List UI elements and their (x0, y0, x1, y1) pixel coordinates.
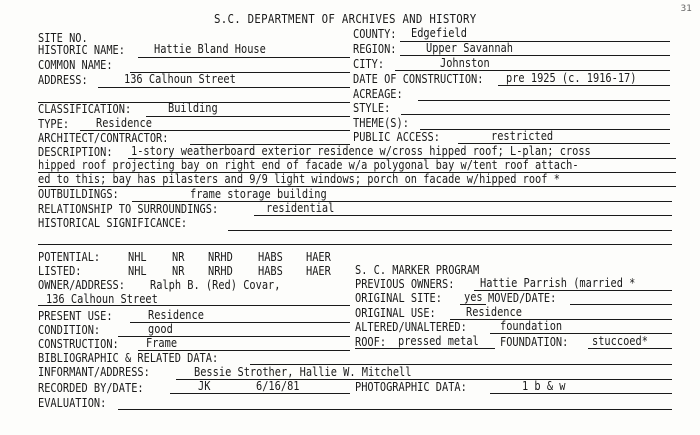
construction-value: Frame (146, 336, 178, 350)
original-site-value: yes (464, 290, 483, 304)
acreage-label: ACREAGE: (353, 87, 403, 101)
roof-value: pressed metal (398, 334, 479, 348)
evaluation-underline (118, 409, 672, 410)
previous-owners-value: Hattie Parrish (married * (480, 276, 636, 290)
description-line-3: ed to this; bay has pilasters and 9/9 light windows; porch on facade w/hipped roof * (38, 172, 560, 186)
classification-value-underline (146, 116, 350, 117)
foundation-value: stuccoed* (592, 334, 648, 348)
date-construction-label: DATE OF CONSTRUCTION: (353, 72, 484, 86)
condition-label: CONDITION: (38, 323, 101, 337)
original-use-label: ORIGINAL USE: (355, 306, 436, 320)
potential-nr: NR (172, 250, 185, 264)
moved-date-underline (570, 304, 672, 305)
historic-name-underline (138, 57, 350, 58)
themes-label: THEME(S): (353, 116, 409, 130)
outbuildings-label: OUTBUILDINGS: (38, 187, 119, 201)
previous-owners-label: PREVIOUS OWNERS: (355, 277, 455, 291)
foundation-underline (588, 348, 672, 349)
bibliographic-label: BIBLIOGRAPHIC & RELATED DATA: (38, 351, 219, 365)
description-line-1: 1-story weatherboard exterior residence w/cross hipped roof; L-plan; cross (131, 144, 591, 158)
listed-label: LISTED: (38, 264, 82, 278)
classification-value: Building (168, 101, 218, 115)
public-access-value: restricted (491, 129, 554, 143)
site-no-label: SITE NO. (38, 31, 88, 45)
historical-significance-underline (228, 230, 672, 231)
original-site-label: ORIGINAL SITE: (355, 291, 442, 305)
recorded-by-value: JK (198, 379, 211, 393)
relationship-value: residential (266, 201, 335, 215)
description-label: DESCRIPTION: (38, 145, 113, 159)
region-value: Upper Savannah (426, 41, 513, 55)
evaluation-label: EVALUATION: (38, 396, 107, 410)
type-label: TYPE: (38, 117, 70, 131)
marker-program-label: S. C. MARKER PROGRAM (355, 263, 480, 277)
acreage-underline (418, 100, 670, 101)
style-underline (401, 114, 670, 115)
county-label: COUNTY: (353, 27, 397, 41)
informant-label: INFORMANT/ADDRESS: (38, 365, 150, 379)
listed-nr: NR (172, 264, 185, 278)
altered-label: ALTERED/UNALTERED: (355, 320, 467, 334)
public-access-label: PUBLIC ACCESS: (353, 130, 440, 144)
construction-label: CONSTRUCTION: (38, 337, 119, 351)
owner-address-value-1: Ralph B. (Red) Covar, (150, 278, 281, 292)
page-mark: 31 (680, 4, 692, 14)
address-value: 136 Calhoun Street (124, 72, 236, 86)
potential-habs: HABS (258, 250, 283, 264)
historic-name-value: Hattie Bland House (154, 42, 266, 56)
listed-habs: HABS (258, 264, 283, 278)
relationship-label: RELATIONSHIP TO SURROUNDINGS: (38, 202, 219, 216)
classification-label: CLASSIFICATION: (38, 102, 132, 116)
common-name-label: COMMON NAME: (38, 58, 113, 72)
potential-label: POTENTIAL: (38, 250, 101, 264)
county-value: Edgefield (411, 26, 467, 40)
recorded-by-label: RECORDED BY/DATE: (38, 381, 144, 395)
style-label: STYLE: (353, 101, 391, 115)
outbuildings-value: frame storage building (190, 187, 327, 201)
altered-value: foundation (500, 319, 563, 333)
photographic-data-value: 1 b & w (522, 379, 566, 393)
classification-underline (38, 102, 350, 103)
photographic-data-underline (490, 393, 672, 394)
date-construction-underline (498, 85, 670, 86)
region-label: REGION: (353, 42, 397, 56)
description-underline-3 (38, 186, 676, 187)
potential-haer: HAER (306, 250, 331, 264)
owner-address-underline (38, 305, 350, 306)
address-underline (98, 87, 350, 88)
listed-haer: HAER (306, 264, 331, 278)
architect-label: ARCHITECT/CONTRACTOR: (38, 131, 169, 145)
address-label: ADDRESS: (38, 73, 88, 87)
present-use-value: Residence (148, 308, 204, 322)
historic-name-label: HISTORIC NAME: (38, 43, 125, 57)
recorded-date-value: 6/16/81 (256, 379, 300, 393)
listed-nhl: NHL (128, 264, 147, 278)
form-title: S.C. DEPARTMENT OF ARCHIVES AND HISTORY (214, 11, 477, 26)
present-use-label: PRESENT USE: (38, 309, 113, 323)
condition-value: good (148, 322, 173, 336)
recorded-by-underline (170, 393, 350, 394)
potential-nhl: NHL (128, 250, 147, 264)
type-value: Residence (96, 116, 152, 130)
owner-address-label: OWNER/ADDRESS: (38, 278, 125, 292)
listed-nrhd: NRHD (208, 264, 233, 278)
blank-line-1 (38, 244, 672, 245)
roof-underline (355, 348, 495, 349)
relationship-underline (254, 215, 672, 216)
moved-date-label: MOVED/DATE: (488, 291, 557, 305)
informant-value: Bessie Strother, Hallie W. Mitchell (194, 365, 412, 379)
owner-address-value-2: 136 Calhoun Street (46, 292, 158, 306)
original-use-value: Residence (466, 305, 522, 319)
roof-label: ROOF: (355, 335, 387, 349)
city-label: CITY: (353, 57, 385, 71)
photographic-data-label: PHOTOGRAPHIC DATA: (355, 380, 467, 394)
foundation-label: FOUNDATION: (500, 335, 569, 349)
city-value: Johnston (440, 56, 490, 70)
date-construction-value: pre 1925 (c. 1916-17) (506, 71, 637, 85)
potential-nrhd: NRHD (208, 250, 233, 264)
historical-significance-label: HISTORICAL SIGNIFICANCE: (38, 216, 188, 230)
description-line-2: hipped roof projecting bay on right end of facade w/a polygonal bay w/tent roof attach- (38, 158, 579, 172)
